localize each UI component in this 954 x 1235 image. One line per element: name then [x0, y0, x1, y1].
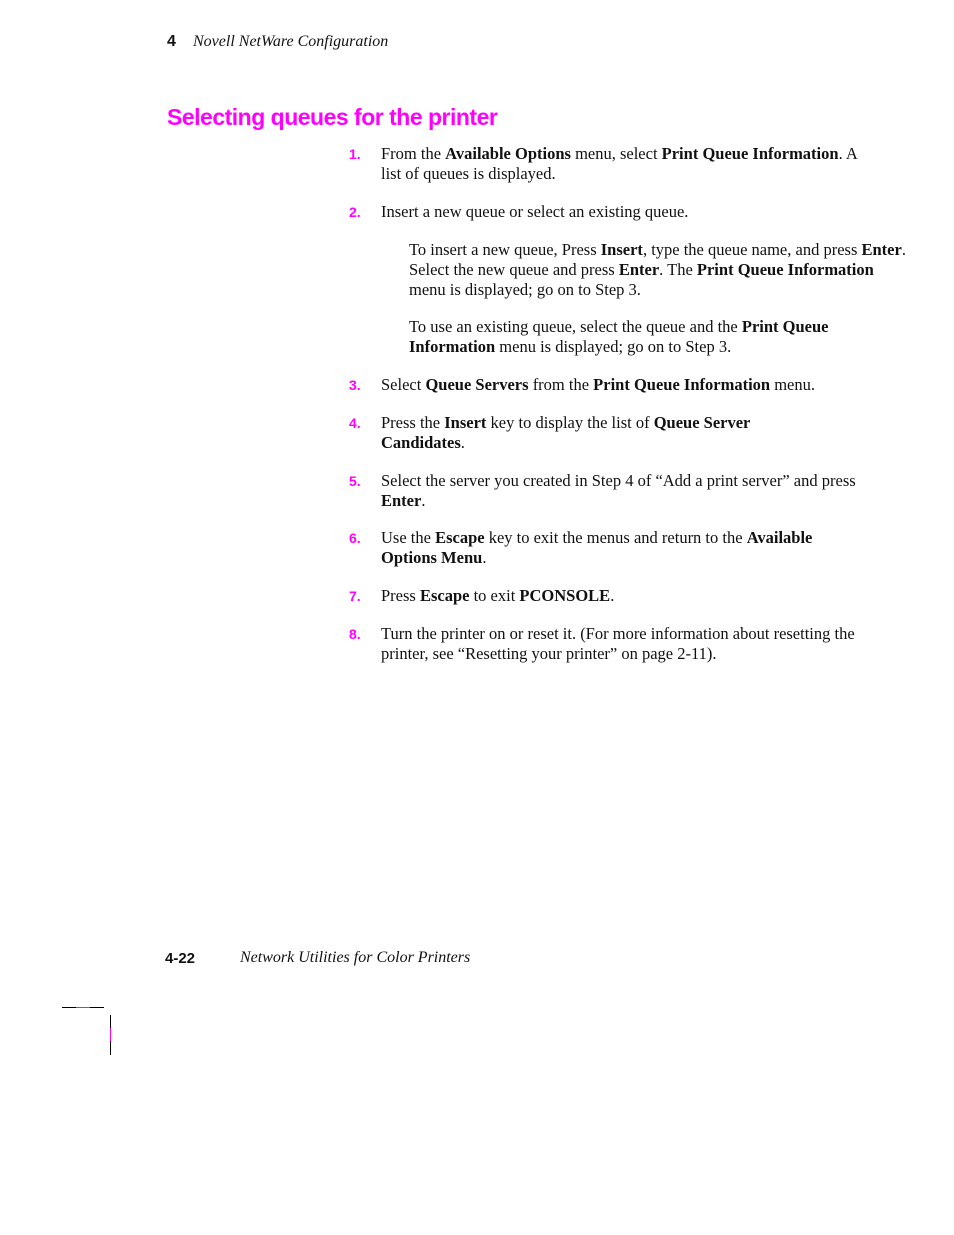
step-number: 4. — [349, 415, 361, 431]
step-text: Insert a new queue or select an existing queue. — [381, 202, 689, 221]
step-number: 5. — [349, 473, 361, 489]
crop-mark-horizontal-magenta — [76, 1007, 90, 1008]
step-text: Press Escape to exit PCONSOLE. — [381, 586, 615, 605]
step-text: Press the Insert key to display the list of Queue Server Candidates. — [381, 413, 751, 452]
step-number: 7. — [349, 588, 361, 604]
section-heading: Selecting queues for the printer — [167, 104, 498, 130]
step-number: 3. — [349, 377, 361, 393]
chapter-number: 4 — [167, 33, 176, 50]
step-text: Turn the printer on or reset it. (For more information about resetting the printer, see “Resetting your printer” on page 2-11). — [381, 624, 855, 663]
crop-mark-horizontal — [62, 1007, 76, 1008]
step-number: 1. — [349, 146, 361, 162]
chapter-title: Novell NetWare Configuration — [193, 33, 389, 50]
crop-mark-vertical-magenta — [110, 1028, 111, 1041]
substep-existing-queue: To use an existing queue, select the queue and the Print Queue Information menu is displayed; go on to Step 3. — [409, 317, 829, 356]
step-text: Use the Escape key to exit the menus and return to the Available Options Menu. — [381, 528, 813, 567]
step-text: Select the server you created in Step 4 of “Add a print server” and press Enter. — [381, 471, 856, 510]
crop-mark-vertical — [110, 1015, 111, 1028]
step-text: From the Available Options menu, select Print Queue Information. A list of queues is displayed. — [381, 144, 857, 183]
step-number: 6. — [349, 530, 361, 546]
crop-mark-vertical — [110, 1041, 111, 1055]
page-number: 4-22 — [165, 950, 196, 967]
crop-mark-horizontal — [90, 1007, 104, 1008]
step-text: Select Queue Servers from the Print Queue Information menu. — [381, 375, 816, 394]
step-number: 2. — [349, 204, 361, 220]
substep-insert-queue: To insert a new queue, Press Insert, type the queue name, and press Enter. Select the new queue and press Enter. The Print Queue Information menu is displayed; go on to Step 3. — [409, 240, 906, 299]
book-title: Network Utilities for Color Printers — [240, 949, 471, 966]
step-number: 8. — [349, 626, 361, 642]
